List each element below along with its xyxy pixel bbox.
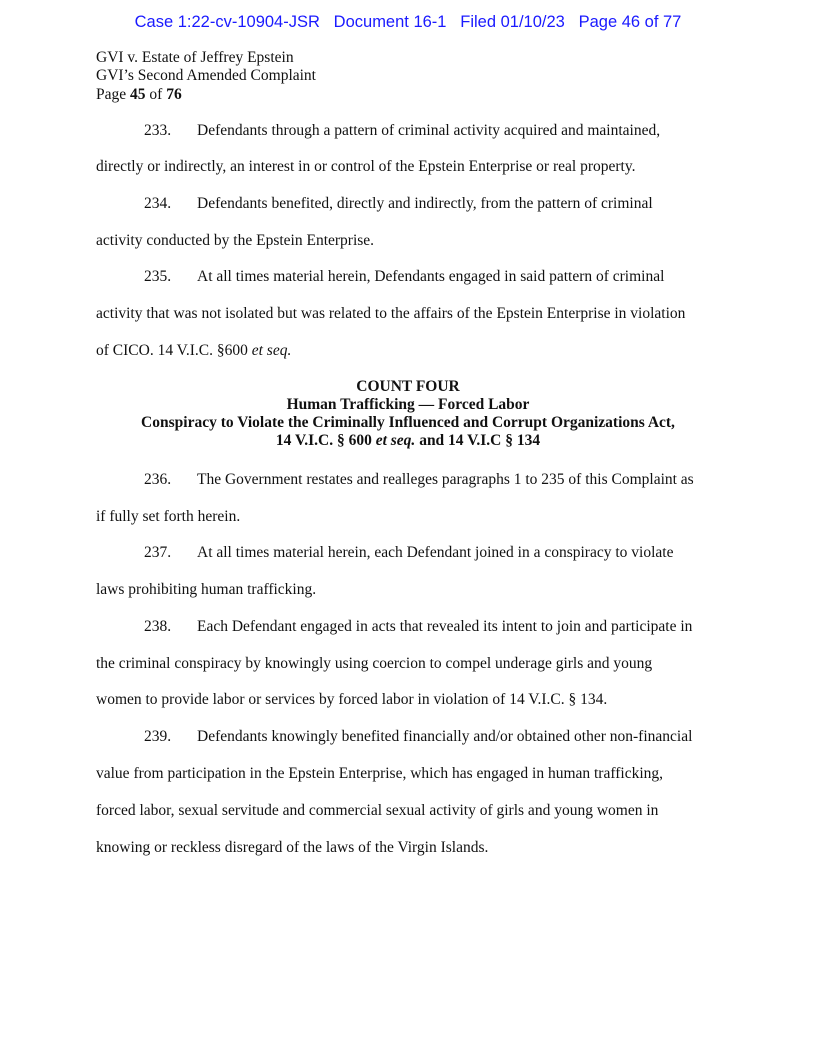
paragraph-238-number: 238. — [144, 618, 172, 635]
paragraph-236-line-2: if fully set forth herein. — [96, 508, 241, 525]
paragraph-237-text-1: At all times material herein, each Defendant joined in a conspiracy to violate — [197, 544, 674, 561]
paragraph-236-line-1 — [144, 470, 694, 490]
paragraph-235-text-3: of CICO. 14 V.I.C. §600 — [96, 342, 252, 359]
count-subtitle: Human Trafficking — Forced Labor — [286, 396, 530, 413]
paragraph-237-line-2: laws prohibiting human trafficking. — [96, 581, 317, 598]
paragraph-239-line-1 — [144, 727, 692, 747]
paragraph-237-line-1 — [144, 543, 673, 563]
paragraph-234-text-1: Defendants benefited, directly and indirectly, from the pattern of criminal — [197, 195, 653, 212]
paragraph-239-line-3: forced labor, sexual servitude and commercial sexual activity of girls and young women in — [96, 802, 659, 819]
header-of-word: of — [149, 86, 163, 103]
paragraph-238-line-1 — [144, 617, 692, 637]
count-citation-line — [0, 432, 816, 450]
paragraph-233-line-1 — [144, 121, 660, 141]
paragraph-235-text-1: At all times material herein, Defendants engaged in said pattern of criminal — [197, 268, 665, 285]
paragraph-237-number: 237. — [144, 544, 172, 561]
paragraph-233-text-1: Defendants through a pattern of criminal activity acquired and maintained, — [197, 122, 661, 139]
paragraph-233-number: 233. — [144, 122, 172, 139]
count-citation-pre: 14 V.I.C. § 600 — [275, 432, 376, 449]
count-title: COUNT FOUR — [356, 378, 460, 395]
header-case-title: GVI v. Estate of Jeffrey Epstein — [96, 49, 294, 66]
paragraph-239-number: 239. — [144, 728, 172, 745]
paragraph-239-text-1: Defendants knowingly benefited financially and/or obtained other non-financial — [197, 728, 693, 745]
paragraph-235-number: 235. — [144, 268, 172, 285]
paragraph-233-line-2: directly or indirectly, an interest in or control of the Epstein Enterprise or real property. — [96, 158, 636, 175]
count-statute-line: Conspiracy to Violate the Criminally Influenced and Corrupt Organizations Act, — [141, 414, 675, 431]
count-citation-et-seq: et seq. — [375, 432, 416, 449]
filing-stamp — [0, 13, 816, 32]
paragraph-239-line-2: value from participation in the Epstein Enterprise, which has engaged in human trafficking, — [96, 765, 664, 782]
header-document-title: GVI’s Second Amended Complaint — [96, 67, 316, 84]
header-page-word: Page — [96, 86, 127, 103]
paragraph-234-number: 234. — [144, 195, 172, 212]
paragraph-239-line-4: knowing or reckless disregard of the laws of the Virgin Islands. — [96, 839, 489, 856]
header-page-num: 45 — [130, 86, 146, 103]
paragraph-238-line-2: the criminal conspiracy by knowingly using coercion to compel underage girls and young — [96, 655, 653, 672]
paragraph-235-line-2: activity that was not isolated but was related to the affairs of the Epstein Enterprise in violation — [96, 305, 686, 322]
stamp-case: Case 1:22-cv-10904-JSR — [134, 13, 320, 31]
count-citation-post: and 14 V.I.C § 134 — [415, 432, 541, 449]
paragraph-238-text-1: Each Defendant engaged in acts that revealed its intent to join and participate in — [197, 618, 693, 635]
header-page-total: 76 — [166, 86, 182, 103]
paragraph-238-line-3: women to provide labor or services by forced labor in violation of 14 V.I.C. § 134. — [96, 691, 608, 708]
stamp-filed: Filed 01/10/23 — [460, 13, 565, 31]
header-page-number — [96, 86, 182, 104]
paragraph-235-et-seq: et seq. — [251, 342, 292, 359]
paragraph-234-line-1 — [144, 194, 653, 214]
paragraph-235-line-3 — [96, 341, 291, 361]
paragraph-234-line-2: activity conducted by the Epstein Enterprise. — [96, 232, 375, 249]
paragraph-236-text-1: The Government restates and realleges paragraphs 1 to 235 of this Complaint as — [197, 471, 694, 488]
stamp-document: Document 16-1 — [333, 13, 447, 31]
paragraph-236-number: 236. — [144, 471, 172, 488]
stamp-page: Page 46 of 77 — [578, 13, 682, 31]
paragraph-235-line-1 — [144, 267, 664, 287]
